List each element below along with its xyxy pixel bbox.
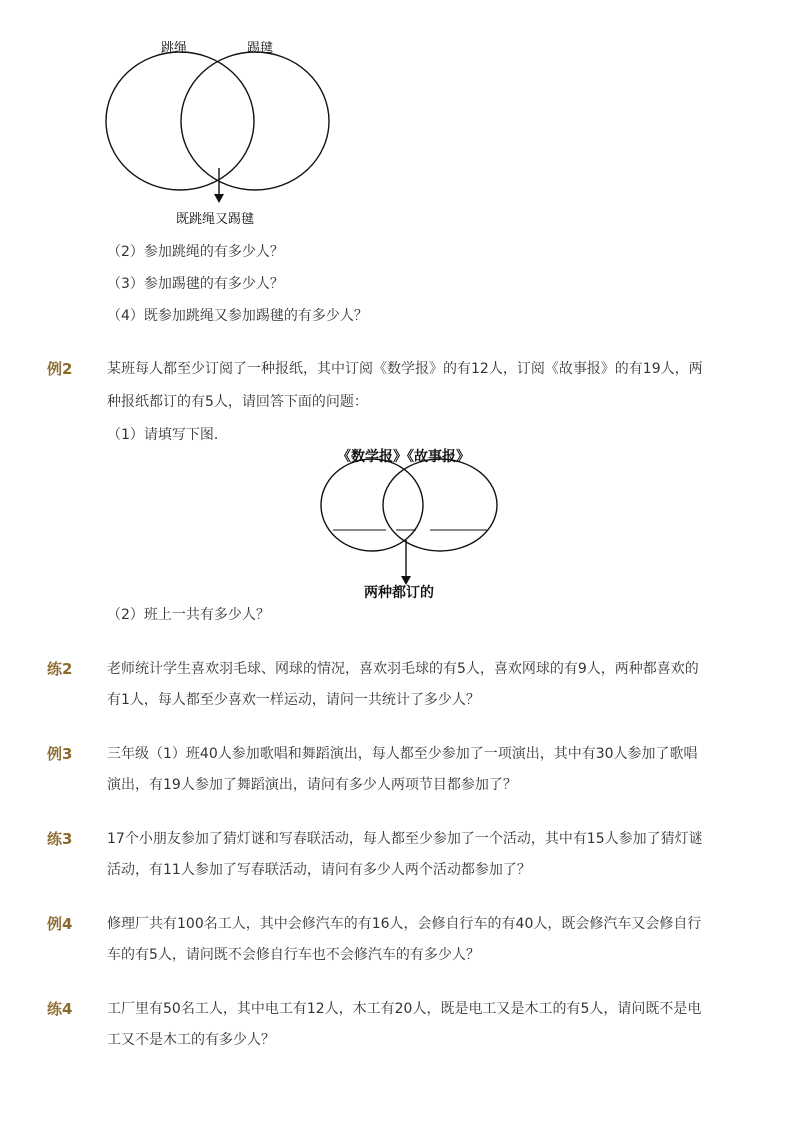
practice-2-label: 练2 [47, 660, 73, 678]
example-3-line-1: 三年级（1）班40人参加歌唱和舞蹈演出，每人都至少参加了一项演出，其中有30人参加了歌唱 [107, 746, 698, 762]
example-4-line-1: 修理厂共有100名工人，其中会修汽车的有16人，会修自行车的有40人，既会修汽车又会修自行 [107, 916, 702, 932]
venn-circle-shuttlecock [181, 52, 329, 190]
example-4-line-2: 车的有5人，请问既不会修自行车也不会修汽车的有多少人？ [107, 947, 480, 963]
venn-label-shuttlecock: 踢毽 [247, 41, 274, 56]
example-2-label: 例2 [47, 360, 73, 378]
venn-label-papers: 《数学报》《故事报》 [337, 449, 470, 465]
example-2-question-2: （2）班上一共有多少人？ [107, 607, 270, 623]
practice-4-line-1: 工厂里有50名工人，其中电工有12人，木工有20人，既是电工又是木工的有5人，请问既不是电 [107, 1001, 702, 1017]
practice-4-label: 练4 [47, 1000, 73, 1018]
example-2-line-1: 某班每人都至少订阅了一种报纸，其中订阅《数学报》的有12人，订阅《故事报》的有19人，两 [107, 361, 703, 377]
practice-2-line-2: 有1人，每人都至少喜欢一样运动，请问一共统计了多少人？ [107, 692, 480, 708]
example-4-label: 例4 [47, 915, 73, 933]
venn-label-rope: 跳绳 [161, 41, 188, 56]
venn-label-both: 既跳绳又踢毽 [176, 212, 255, 227]
example-3-line-2: 演出，有19人参加了舞蹈演出，请问有多少人两项节目都参加了？ [107, 777, 517, 793]
practice-4-line-2: 工又不是木工的有多少人？ [107, 1032, 275, 1048]
practice-3-label: 练3 [47, 830, 73, 848]
venn-label-both-papers: 两种都订的 [364, 585, 434, 601]
example-3-label: 例3 [47, 745, 73, 763]
question-3: （3）参加踢毽的有多少人？ [107, 276, 284, 292]
arrow-head-1 [214, 194, 224, 203]
venn-circle-math-paper [321, 459, 423, 551]
venn-circle-story-paper [383, 459, 497, 551]
example-2-question-1: （1）请填写下图． [107, 427, 228, 443]
practice-2-line-1: 老师统计学生喜欢羽毛球、网球的情况，喜欢羽毛球的有5人，喜欢网球的有9人，两种都喜欢的 [107, 661, 699, 677]
question-2: （2）参加跳绳的有多少人？ [107, 244, 284, 260]
practice-3-line-2: 活动，有11人参加了写春联活动，请问有多少人两个活动都参加了？ [107, 862, 531, 878]
example-2-line-2: 种报纸都订的有5人，请回答下面的问题： [107, 394, 368, 410]
practice-3-line-1: 17个小朋友参加了猜灯谜和写春联活动，每人都至少参加了一个活动，其中有15人参加了猜灯谜 [107, 831, 703, 847]
question-4: （4）既参加跳绳又参加踢毽的有多少人？ [107, 308, 368, 324]
venn-circle-rope [106, 52, 254, 190]
